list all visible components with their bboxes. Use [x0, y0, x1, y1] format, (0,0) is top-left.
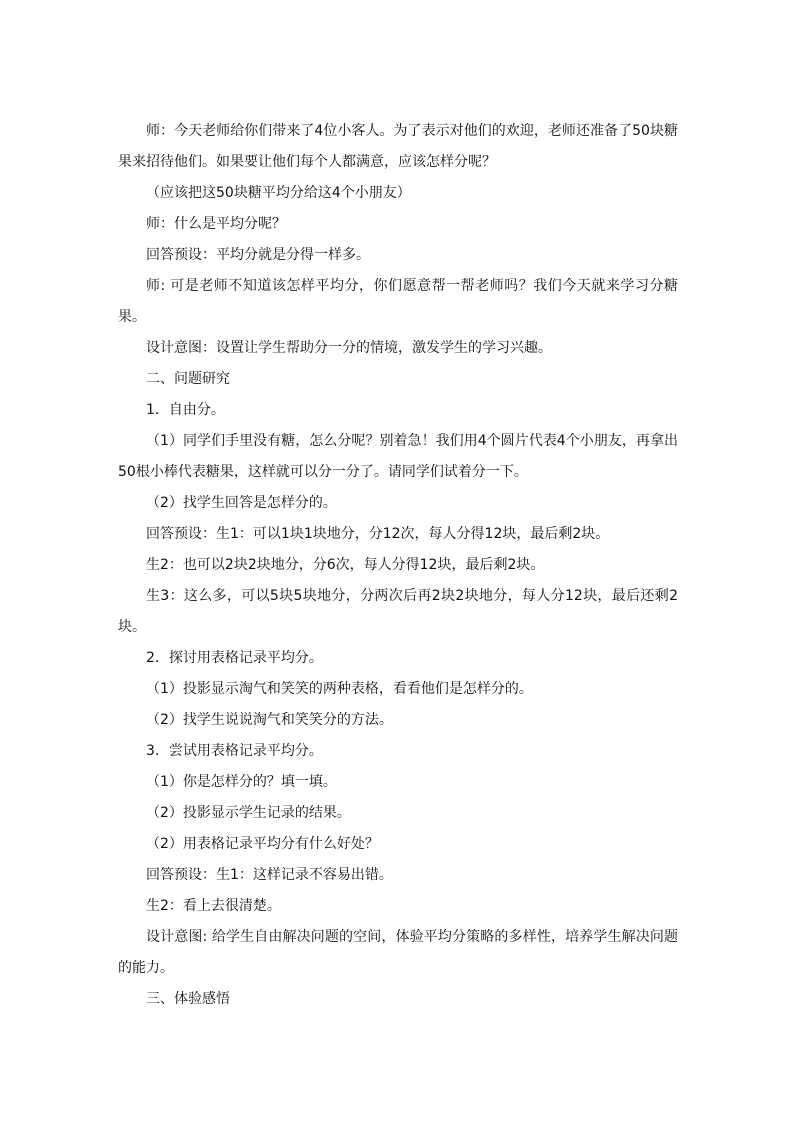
paragraph-design-intent-2: 设计意图: 给学生自由解决问题的空间，体验平均分策略的多样性，培养学生解决问题的能力。	[118, 929, 678, 976]
paragraph-answer-student-1: 回答预设：生1：这样记录不容易出错。	[146, 867, 393, 883]
paragraph-step-2: （2）找学生回答是怎样分的。	[146, 495, 337, 511]
subheading-free-division: 1．自由分。	[146, 402, 225, 418]
paragraph-answer-student-2: 生2：看上去很清楚。	[146, 898, 281, 914]
document-body	[118, 116, 678, 1015]
paragraph-student-2: 生2：也可以2块2块地分，分6次，每人分得12块，最后剩2块。	[146, 557, 545, 573]
paragraph-projection-results: （2）投影显示学生记录的结果。	[146, 805, 351, 821]
section-heading-experience: 三、体验感悟	[146, 991, 230, 1007]
subheading-try-table: 3．尝试用表格记录平均分。	[146, 743, 323, 759]
paragraph-student-1: 回答预设：生1：可以1块1块地分，分12次，每人分得12块，最后剩2块。	[146, 526, 610, 542]
paragraph-teacher-help: 师: 可是老师不知道该怎样平均分，你们愿意帮一帮老师吗？我们今天就来学习分糖果。	[118, 278, 678, 325]
paragraph-student-3: 生3：这么多，可以5块5块地分，分两次后再2块2块地分，每人分12块，最后还剩2块。	[118, 588, 678, 635]
paragraph-step-1: （1）同学们手里没有糖，怎么分呢？别着急！我们用4个圆片代表4个小朋友，再拿出50根小棒代表糖果，这样就可以分一分了。请同学们试着分一下。	[118, 433, 678, 480]
section-heading-problem-research: 二、问题研究	[146, 371, 230, 387]
paragraph-answer-preset: 回答预设：平均分就是分得一样多。	[146, 247, 370, 263]
paragraph-table-benefit: （2）用表格记录平均分有什么好处？	[146, 836, 379, 852]
paragraph-fill-in: （1）你是怎样分的？填一填。	[146, 774, 337, 790]
paragraph-intro-teacher: 师：今天老师给你们带来了4位小客人。为了表示对他们的欢迎，老师还准备了50块糖果来招待他们。如果要让他们每个人都满意，应该怎样分呢？	[118, 123, 678, 170]
subheading-table-recording: 2．探讨用表格记录平均分。	[146, 650, 323, 666]
paragraph-teacher-question: 师：什么是平均分呢？	[146, 216, 286, 232]
paragraph-students-explain: （2）找学生说说淘气和笑笑分的方法。	[146, 712, 393, 728]
paragraph-projection-tables: （1）投影显示淘气和笑笑的两种表格，看看他们是怎样分的。	[146, 681, 533, 697]
paragraph-expected-answer: （应该把这50块糖平均分给这4个小朋友）	[146, 185, 411, 201]
paragraph-design-intent-1: 设计意图：设置让学生帮助分一分的情境，激发学生的学习兴趣。	[146, 340, 552, 356]
